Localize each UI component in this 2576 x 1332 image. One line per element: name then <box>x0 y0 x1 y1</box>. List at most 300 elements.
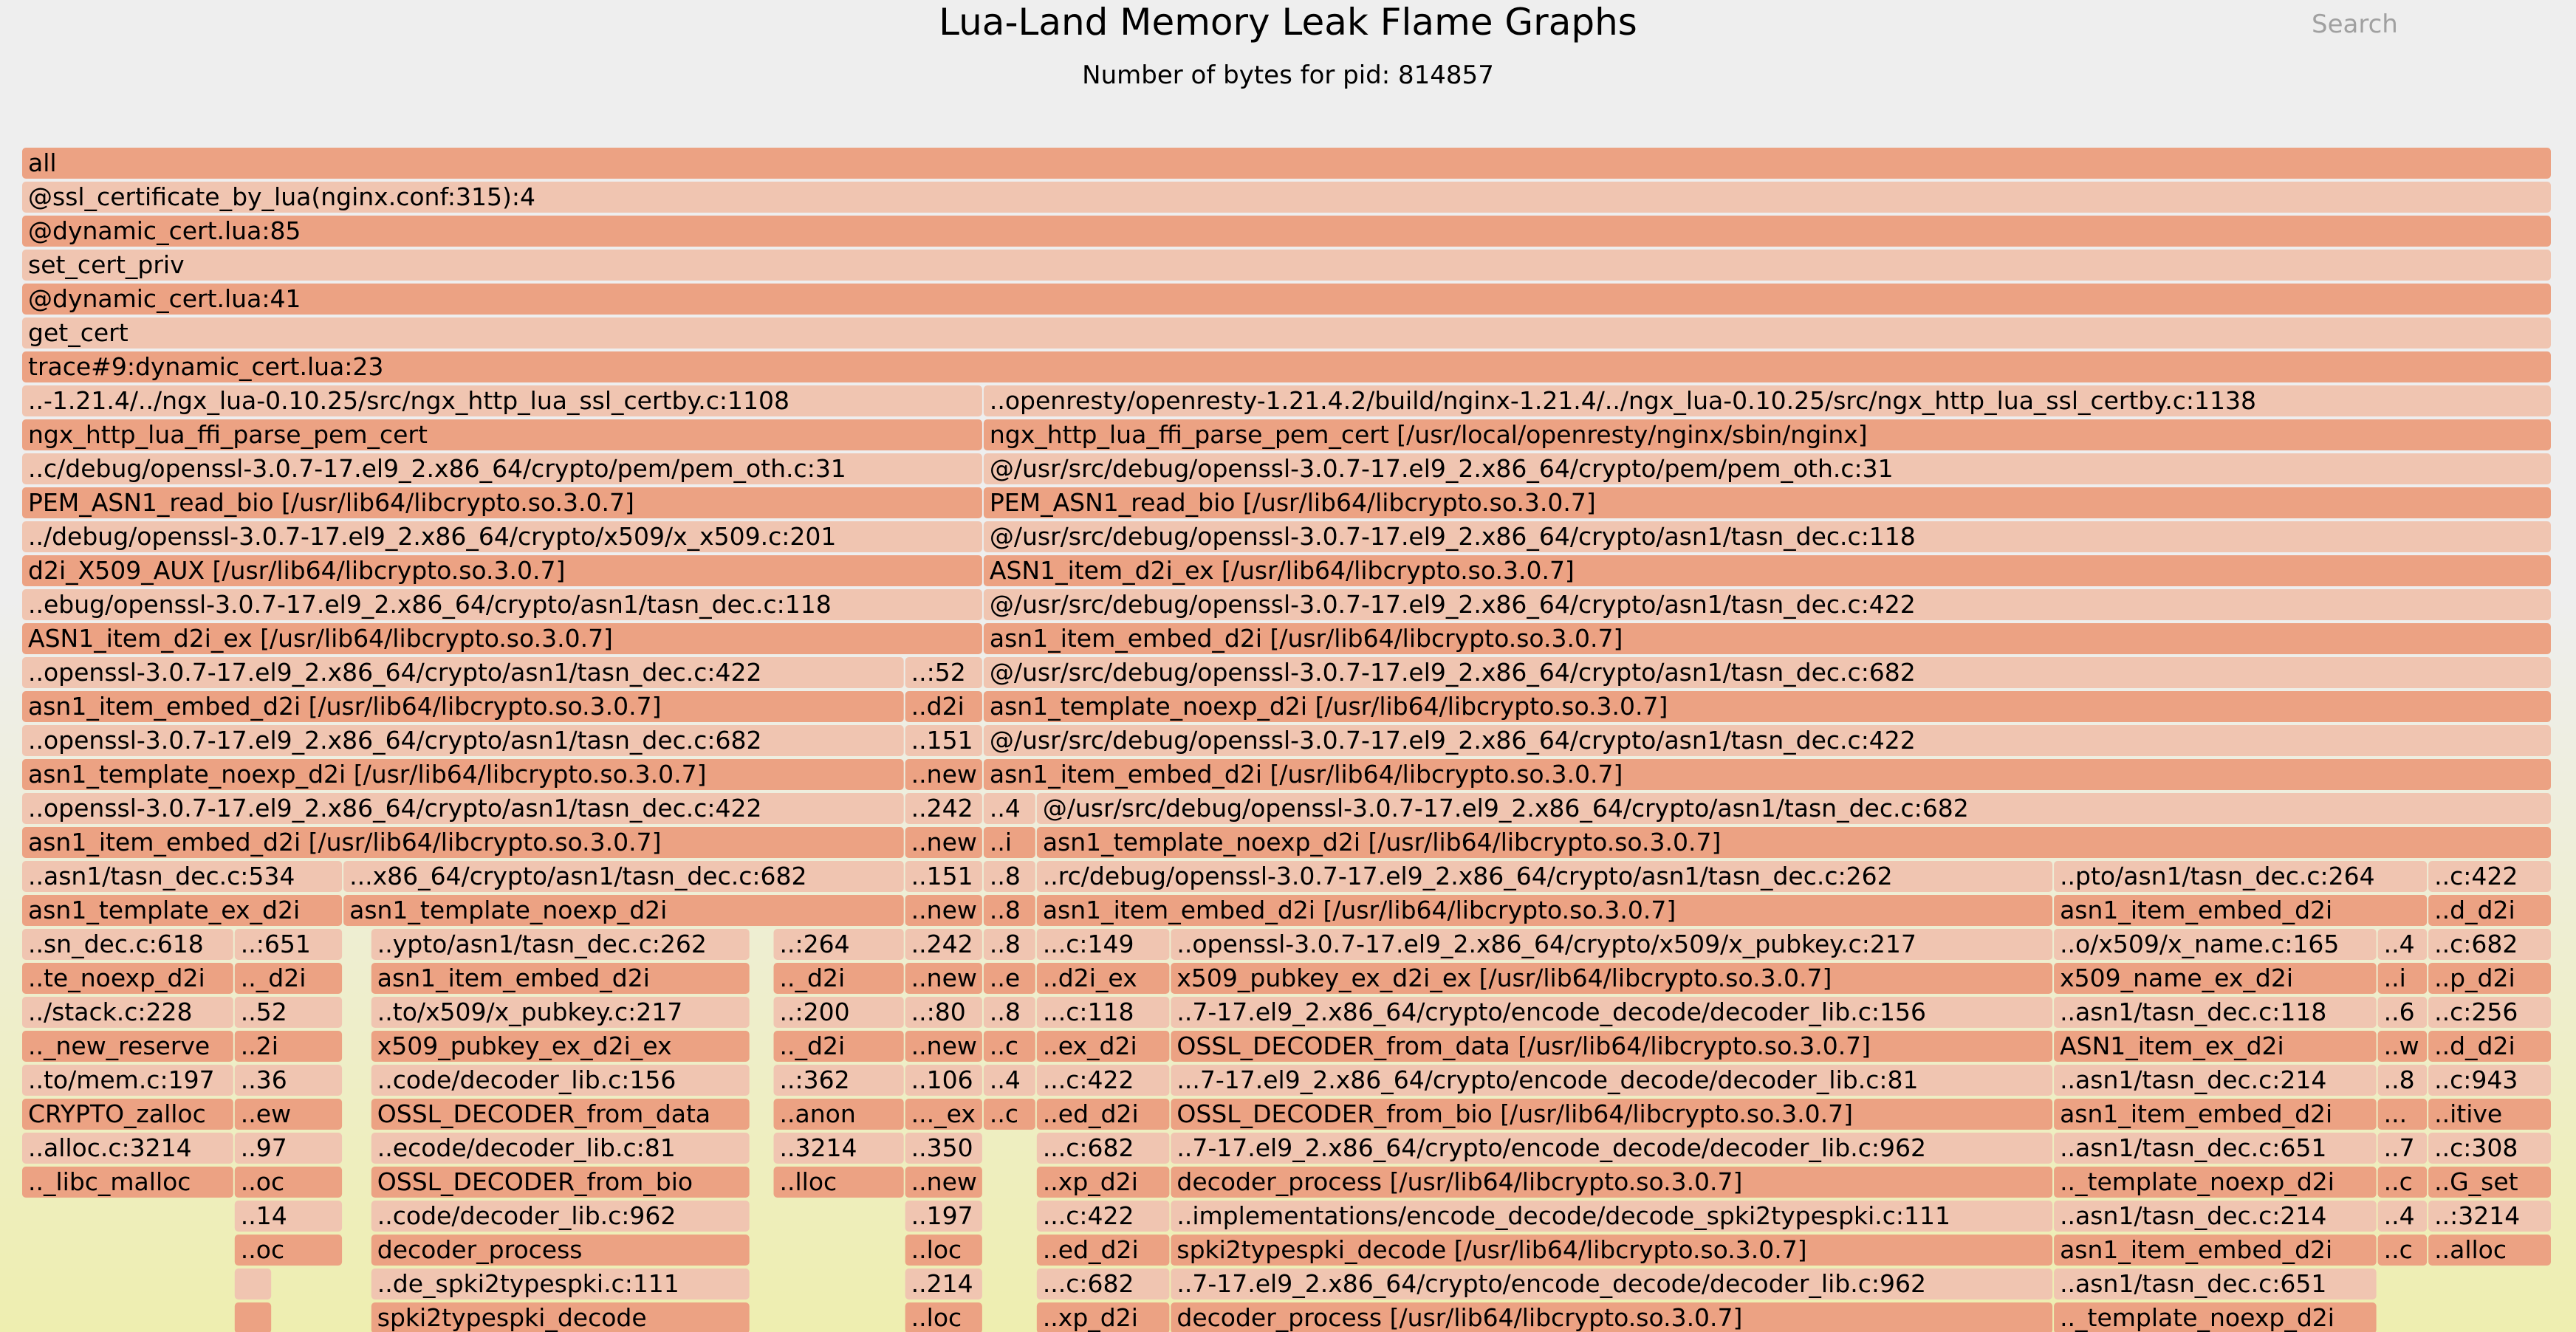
flame-frame-label: CRYPTO_zalloc <box>28 1099 206 1128</box>
flame-frame[interactable] <box>22 963 233 994</box>
flame-frame-label: ../debug/openssl-3.0.7-17.el9_2.x86_64/crypto/x509/x_x509.c:201 <box>28 522 837 551</box>
flame-frame[interactable] <box>235 1235 342 1266</box>
flame-frame[interactable] <box>984 725 2551 756</box>
flame-frame[interactable] <box>2428 861 2551 892</box>
flame-frame[interactable] <box>22 419 982 450</box>
flame-frame[interactable] <box>22 1099 233 1130</box>
flame-frame-label: ..52 <box>240 998 287 1026</box>
flame-frame[interactable] <box>984 691 2551 722</box>
flame-frame[interactable] <box>905 997 982 1028</box>
flame-frame-label: x509_name_ex_d2i <box>2060 964 2294 992</box>
flame-frame[interactable] <box>1171 1133 2052 1164</box>
flame-frame-label: decoder_process [/usr/lib64/libcrypto.so.3.0.7] <box>1176 1303 1743 1332</box>
flame-frame[interactable] <box>371 1065 750 1096</box>
flame-frame-rect[interactable] <box>22 216 2551 247</box>
flame-frame-label: ... <box>2383 1099 2408 1128</box>
flame-frame[interactable] <box>22 793 904 824</box>
flame-frame[interactable] <box>905 895 982 926</box>
flame-frame[interactable] <box>1037 1235 1170 1266</box>
flame-frame-label: ..:264 <box>779 930 850 958</box>
flame-frame-label: ..ebug/openssl-3.0.7-17.el9_2.x86_64/crypto/asn1/tasn_dec.c:118 <box>28 590 832 619</box>
flame-frame[interactable] <box>22 216 2551 247</box>
flame-frame[interactable] <box>905 861 982 892</box>
flame-frame-label: ..lloc <box>779 1167 837 1196</box>
flame-frame[interactable] <box>22 555 982 586</box>
flame-frame-label: PEM_ASN1_read_bio [/usr/lib64/libcrypto.so.3.0.7] <box>28 488 634 517</box>
flame-frame-label: ..anon <box>779 1099 856 1128</box>
flame-frame-label: OSSL_DECODER_from_data <box>377 1099 711 1128</box>
flame-frame[interactable] <box>2054 861 2427 892</box>
flame-frame-label: ..e <box>989 964 1021 992</box>
flame-frame[interactable] <box>984 385 2551 416</box>
flame-frame[interactable] <box>1037 1133 1170 1164</box>
flame-frame-label: ..36 <box>240 1065 287 1094</box>
flame-frame-label: ..14 <box>240 1201 287 1230</box>
flame-frame[interactable] <box>1037 1167 1170 1198</box>
flame-frame[interactable] <box>1171 1302 2052 1332</box>
flame-frame[interactable] <box>371 1269 750 1300</box>
flame-frame-label: all <box>28 148 57 177</box>
flame-frame-label: ..alloc <box>2434 1235 2507 1264</box>
flame-frame-label: ..itive <box>2434 1099 2503 1128</box>
flame-frame-label: ..242 <box>911 794 973 823</box>
flame-frame-rect[interactable] <box>235 1302 271 1332</box>
flame-frame[interactable] <box>774 963 904 994</box>
flame-frame-label: ..new <box>911 828 977 856</box>
flame-frame[interactable] <box>774 1167 904 1198</box>
flame-frame[interactable] <box>371 1099 750 1130</box>
flame-frame-label: trace#9:dynamic_cert.lua:23 <box>28 352 384 381</box>
flame-frame[interactable] <box>22 929 233 960</box>
flame-frame[interactable] <box>2378 1031 2428 1062</box>
flame-frame[interactable] <box>905 1302 982 1332</box>
flame-frame[interactable] <box>22 759 904 790</box>
flame-frame[interactable] <box>984 657 2551 688</box>
flame-frame[interactable] <box>235 1133 342 1164</box>
flame-frame-label: ..p_d2i <box>2434 964 2515 992</box>
flame-frame-label: ..oc <box>240 1235 285 1264</box>
flame-frame[interactable] <box>1037 895 2052 926</box>
flame-frame[interactable] <box>905 1269 982 1300</box>
flame-frame[interactable] <box>984 555 2551 586</box>
flame-frame-label: ..ecode/decoder_lib.c:81 <box>377 1133 676 1162</box>
flame-frame[interactable] <box>343 895 904 926</box>
flame-frame[interactable] <box>774 1065 904 1096</box>
flame-frame-label: ..sn_dec.c:618 <box>28 930 204 958</box>
flame-frame[interactable] <box>2054 1302 2377 1332</box>
flame-frame-label: ..to/x509/x_pubkey.c:217 <box>377 998 683 1026</box>
flame-frame[interactable] <box>2428 1133 2551 1164</box>
flame-frame-label: ..pto/asn1/tasn_dec.c:264 <box>2060 862 2375 890</box>
flame-frame[interactable] <box>984 759 2551 790</box>
flame-frame[interactable] <box>984 419 2551 450</box>
flame-frame-label: ...c:422 <box>1042 1201 1134 1230</box>
flame-frame-label: ..:52 <box>911 658 966 687</box>
flame-frame[interactable] <box>235 1302 271 1332</box>
flame-frame[interactable] <box>22 725 904 756</box>
flame-frame-label: ..o/x509/x_name.c:165 <box>2060 930 2340 958</box>
flame-frame[interactable] <box>235 1167 342 1198</box>
flame-frame-label: x509_pubkey_ex_d2i_ex [/usr/lib64/libcrypto.so.3.0.7] <box>1176 964 1832 992</box>
flame-frame[interactable] <box>774 997 904 1028</box>
flame-frame[interactable] <box>2054 1201 2377 1232</box>
flame-frame-label: ..c <box>989 1031 1019 1060</box>
flame-frame-label: asn1_item_embed_d2i <box>2060 896 2333 924</box>
flame-frame-label: asn1_item_embed_d2i <box>377 964 650 992</box>
flame-frame-label: spki2typespki_decode <box>377 1303 647 1332</box>
flame-frame[interactable] <box>905 1099 982 1130</box>
flame-frame[interactable] <box>1171 1099 2052 1130</box>
flame-frame-label: ..oc <box>240 1167 285 1196</box>
flame-frame-label: OSSL_DECODER_from_data [/usr/lib64/libcrypto.so.3.0.7] <box>1176 1031 1871 1060</box>
flame-frame[interactable] <box>774 1031 904 1062</box>
flame-frame-label: ..asn1/tasn_dec.c:651 <box>2060 1269 2327 1298</box>
flame-frame[interactable] <box>371 929 750 960</box>
flame-frame[interactable] <box>1037 1099 1170 1130</box>
flame-frame[interactable] <box>1037 929 1170 960</box>
flame-frame-label: ..c <box>2383 1235 2413 1264</box>
flame-frame[interactable] <box>22 589 982 620</box>
flame-frame-label: ..4 <box>2383 1201 2415 1230</box>
flame-frame-label: ..xp_d2i <box>1042 1303 1138 1332</box>
flame-frame-label: ..implementations/encode_decode/decode_spki2typespki.c:111 <box>1176 1201 1951 1230</box>
flame-frame[interactable] <box>22 1167 233 1198</box>
flame-frame[interactable] <box>2378 929 2428 960</box>
flame-frame-rect[interactable] <box>22 250 2551 281</box>
flame-frame-label: ASN1_item_ex_d2i <box>2060 1031 2284 1060</box>
flame-frame[interactable] <box>905 1235 982 1266</box>
flame-frame[interactable] <box>2054 895 2427 926</box>
flame-frame[interactable] <box>1037 861 2052 892</box>
flame-frame-label: ..c:422 <box>2434 862 2518 890</box>
flame-frame-label: ..-1.21.4/../ngx_lua-0.10.25/src/ngx_http_lua_ssl_certby.c:1108 <box>28 386 789 415</box>
flame-frame[interactable] <box>22 1065 233 1096</box>
flame-frame[interactable] <box>1037 1201 1170 1232</box>
flame-frame[interactable] <box>2428 1031 2551 1062</box>
flame-frame[interactable] <box>774 929 904 960</box>
flame-frame[interactable] <box>2378 1201 2428 1232</box>
flame-frame[interactable] <box>984 521 2551 552</box>
flame-frame[interactable] <box>343 861 904 892</box>
flame-frame-label: asn1_item_embed_d2i [/usr/lib64/libcrypto.so.3.0.7] <box>989 624 1623 653</box>
flame-frame[interactable] <box>2428 1099 2551 1130</box>
flame-frame-label: OSSL_DECODER_from_bio [/usr/lib64/libcrypto.so.3.0.7] <box>1176 1099 1854 1128</box>
flame-frame[interactable] <box>984 623 2551 654</box>
flame-frame[interactable] <box>2378 997 2428 1028</box>
flame-frame[interactable] <box>371 1302 750 1332</box>
flame-frame[interactable] <box>2054 997 2377 1028</box>
flame-frame-label: ..code/decoder_lib.c:156 <box>377 1065 676 1094</box>
flame-frame[interactable] <box>22 250 2551 281</box>
flame-frame[interactable] <box>22 623 982 654</box>
flame-frame-label: ..197 <box>911 1201 973 1230</box>
flame-frame[interactable] <box>235 1099 342 1130</box>
flame-frame[interactable] <box>1171 963 2052 994</box>
flame-frame[interactable] <box>1037 997 1170 1028</box>
flame-frame-label: ..d2i <box>911 692 965 721</box>
flame-frame[interactable] <box>22 148 2551 179</box>
flame-frame[interactable] <box>2428 997 2551 1028</box>
flame-frame[interactable] <box>22 284 2551 315</box>
flame-frame-label: ..3214 <box>779 1133 857 1162</box>
flame-frame[interactable] <box>905 963 982 994</box>
flame-frame[interactable] <box>22 895 342 926</box>
flame-frame-label: ..asn1/tasn_dec.c:214 <box>2060 1201 2327 1230</box>
flame-frame-label: ..openssl-3.0.7-17.el9_2.x86_64/crypto/asn1/tasn_dec.c:422 <box>28 794 762 823</box>
flame-frame-label: ...c:682 <box>1042 1133 1134 1162</box>
flame-frame-label: ..c/debug/openssl-3.0.7-17.el9_2.x86_64/crypto/pem/pem_oth.c:31 <box>28 454 846 483</box>
flame-frame[interactable] <box>2378 1133 2428 1164</box>
flame-frame[interactable] <box>235 963 342 994</box>
flame-frame[interactable] <box>22 182 2551 213</box>
flame-frame[interactable] <box>905 657 982 688</box>
flame-frame[interactable] <box>1171 997 2052 1028</box>
flame-frame[interactable] <box>905 1031 982 1062</box>
flame-frame[interactable] <box>2378 963 2428 994</box>
flame-frame-rect[interactable] <box>22 351 2551 382</box>
flame-frame[interactable] <box>235 1031 342 1062</box>
flame-frame[interactable] <box>905 1201 982 1232</box>
flame-frame[interactable] <box>371 1031 750 1062</box>
flame-frame-label: set_cert_priv <box>28 250 185 279</box>
flame-frame[interactable] <box>984 487 2551 518</box>
flame-frame[interactable] <box>371 1133 750 1164</box>
flame-frame[interactable] <box>2378 1065 2428 1096</box>
flame-frame-label: ..c <box>989 1099 1019 1128</box>
flame-frame-label: @/usr/src/debug/openssl-3.0.7-17.el9_2.x86_64/crypto/asn1/tasn_dec.c:682 <box>1042 794 1969 823</box>
flame-frame-label: ..7-17.el9_2.x86_64/crypto/encode_decode/decoder_lib.c:962 <box>1176 1269 1926 1298</box>
flame-frame[interactable] <box>371 1235 750 1266</box>
flame-frame[interactable] <box>984 1065 1035 1096</box>
flame-frame[interactable] <box>774 1099 904 1130</box>
flame-frame-label: ..:80 <box>911 998 966 1026</box>
flame-frame[interactable] <box>1171 1167 2052 1198</box>
flame-frame-label: ..ex_d2i <box>1042 1031 1137 1060</box>
flame-frame[interactable] <box>2428 963 2551 994</box>
flame-frame[interactable] <box>235 1201 342 1232</box>
flame-frame-label: .._template_noexp_d2i <box>2060 1303 2334 1332</box>
flame-frame[interactable] <box>2054 963 2377 994</box>
flame-frame[interactable] <box>1037 1031 1170 1062</box>
flame-frame[interactable] <box>2054 1065 2377 1096</box>
flame-frame[interactable] <box>371 1201 750 1232</box>
flame-frame[interactable] <box>2428 1065 2551 1096</box>
flame-frame[interactable] <box>984 1099 1035 1130</box>
flame-frame[interactable] <box>22 997 233 1028</box>
flame-frame[interactable] <box>905 1065 982 1096</box>
flame-frame-label: ...c:682 <box>1042 1269 1134 1298</box>
flame-frame-label: ..asn1/tasn_dec.c:534 <box>28 862 295 890</box>
flame-frame-label: ...c:149 <box>1042 930 1134 958</box>
flame-frame-label: ..7-17.el9_2.x86_64/crypto/encode_decode/decoder_lib.c:156 <box>1176 998 1926 1026</box>
flame-frame-label: get_cert <box>28 318 129 347</box>
flame-frame[interactable] <box>984 895 1035 926</box>
flame-frame[interactable] <box>371 1167 750 1198</box>
flame-frame[interactable] <box>22 861 342 892</box>
flame-frame[interactable] <box>22 691 904 722</box>
flame-frame-label: .._template_noexp_d2i <box>2060 1167 2334 1196</box>
flame-frame-label: ..i <box>2383 964 2406 992</box>
flame-frame[interactable] <box>1037 1302 1170 1332</box>
flame-frame[interactable] <box>905 1167 982 1198</box>
flame-frame-label: @ssl_certificate_by_lua(nginx.conf:315):4 <box>28 182 535 211</box>
flame-frame[interactable] <box>1037 1269 1170 1300</box>
chart-subtitle: Number of bytes for pid: 814857 <box>1082 61 1494 90</box>
flame-frame-label: ..7 <box>2383 1133 2415 1162</box>
flame-frame-label: ..d2i_ex <box>1042 964 1137 992</box>
flame-frame[interactable] <box>2428 1235 2551 1266</box>
flame-frame[interactable] <box>905 691 982 722</box>
flame-frame[interactable] <box>2428 1167 2551 1198</box>
flame-frame[interactable] <box>2054 1031 2377 1062</box>
flame-frame[interactable] <box>235 929 342 960</box>
flame-frame-label: ..new <box>911 1031 977 1060</box>
flame-frame[interactable] <box>984 1031 1035 1062</box>
flame-frame[interactable] <box>1171 1031 2052 1062</box>
flame-frame-label: ..alloc.c:3214 <box>28 1133 192 1162</box>
flame-frame-label: ..c:943 <box>2434 1065 2518 1094</box>
flame-frame[interactable] <box>2054 1099 2377 1130</box>
flame-frame-label: @dynamic_cert.lua:41 <box>28 284 301 313</box>
flame-frame-label: ..4 <box>2383 930 2415 958</box>
flame-frame-label: ..de_spki2typespki.c:111 <box>377 1269 679 1298</box>
flame-frame-label: ..._ex <box>911 1099 976 1128</box>
flame-frame-label: ..rc/debug/openssl-3.0.7-17.el9_2.x86_64/crypto/asn1/tasn_dec.c:262 <box>1042 862 1893 890</box>
flame-frame[interactable] <box>905 725 982 756</box>
flame-frame-label: ..ed_d2i <box>1042 1099 1139 1128</box>
flame-frame[interactable] <box>1171 1235 2052 1266</box>
flame-frame[interactable] <box>2428 1201 2551 1232</box>
flame-frame[interactable] <box>22 453 982 484</box>
flame-frame-label: @/usr/src/debug/openssl-3.0.7-17.el9_2.x86_64/crypto/asn1/tasn_dec.c:118 <box>989 522 1916 551</box>
flame-frame-label: ..151 <box>911 862 973 890</box>
flame-frame[interactable] <box>235 1065 342 1096</box>
flame-frame[interactable] <box>22 1133 233 1164</box>
flame-frame[interactable] <box>2428 929 2551 960</box>
flame-frame-rect[interactable] <box>22 148 2551 179</box>
flame-frame-label: @/usr/src/debug/openssl-3.0.7-17.el9_2.x86_64/crypto/asn1/tasn_dec.c:682 <box>989 658 1916 687</box>
flame-frame-label: ..6 <box>2383 998 2415 1026</box>
flame-frame[interactable] <box>1171 1269 2052 1300</box>
flame-frame[interactable] <box>371 963 750 994</box>
flame-frame[interactable] <box>2378 1235 2428 1266</box>
flame-frame[interactable] <box>2428 895 2551 926</box>
flame-frame-label: OSSL_DECODER_from_bio <box>377 1167 693 1196</box>
flame-frame-label: ..:362 <box>779 1065 850 1094</box>
flame-frame-label: ..openssl-3.0.7-17.el9_2.x86_64/crypto/asn1/tasn_dec.c:422 <box>28 658 762 687</box>
flame-frame[interactable] <box>22 657 904 688</box>
flame-frame[interactable] <box>22 487 982 518</box>
flame-frame[interactable] <box>22 317 2551 349</box>
flame-frame[interactable] <box>905 827 982 858</box>
flame-frame-label: d2i_X509_AUX [/usr/lib64/libcrypto.so.3.0.7] <box>28 556 566 585</box>
flame-frame[interactable] <box>1037 827 2551 858</box>
flame-frame[interactable] <box>774 1133 904 1164</box>
flame-frame[interactable] <box>984 861 1035 892</box>
flame-frame-label: ...x86_64/crypto/asn1/tasn_dec.c:682 <box>349 862 807 890</box>
flame-frame[interactable] <box>2054 1133 2377 1164</box>
flame-frame-label: asn1_item_embed_d2i [/usr/lib64/libcrypto.so.3.0.7] <box>28 692 662 721</box>
flame-frame[interactable] <box>2378 1099 2428 1130</box>
flame-frame[interactable] <box>2054 929 2377 960</box>
flame-frame-label: asn1_item_embed_d2i [/usr/lib64/libcrypto.so.3.0.7] <box>28 828 662 856</box>
flame-frame-label: ASN1_item_d2i_ex [/usr/lib64/libcrypto.so.3.0.7] <box>989 556 1575 585</box>
flame-frame-label: ..8 <box>2383 1065 2415 1094</box>
flame-frame[interactable] <box>905 1133 982 1164</box>
flame-frame[interactable] <box>22 385 982 416</box>
flame-frame-label: ..w <box>2383 1031 2419 1060</box>
flame-frame-label: ..8 <box>989 896 1021 924</box>
flame-frame[interactable] <box>1037 793 2551 824</box>
flame-frame[interactable] <box>2054 1167 2377 1198</box>
flame-frame-label: ..8 <box>989 998 1021 1026</box>
flame-frame[interactable] <box>984 827 1035 858</box>
flame-frame-label: ..openssl-3.0.7-17.el9_2.x86_64/crypto/x509/x_pubkey.c:217 <box>1176 930 1916 958</box>
flame-frame-label: ..242 <box>911 930 973 958</box>
flame-frame[interactable] <box>2054 1269 2377 1300</box>
flame-frame[interactable] <box>905 929 982 960</box>
flame-frame[interactable] <box>22 1031 233 1062</box>
flame-frame-label: ..loc <box>911 1235 962 1264</box>
search-button[interactable]: Search <box>2312 10 2398 39</box>
flame-frame[interactable] <box>984 453 2551 484</box>
flame-frame-label: ..new <box>911 964 977 992</box>
flame-frame[interactable] <box>1171 1201 2052 1232</box>
flame-frame-label: ..:651 <box>240 930 311 958</box>
flame-frame-label: asn1_template_noexp_d2i <box>349 896 668 924</box>
flame-frame[interactable] <box>1037 1065 1170 1096</box>
flame-frame[interactable] <box>984 929 1035 960</box>
flame-frame-label: ..c:308 <box>2434 1133 2518 1162</box>
flame-frame-label: ..to/mem.c:197 <box>28 1065 215 1094</box>
flame-frame[interactable] <box>22 827 904 858</box>
flame-frame-label: ..c <box>2383 1167 2413 1196</box>
flame-frame-label: ..new <box>911 896 977 924</box>
flame-frame[interactable] <box>22 521 982 552</box>
flame-frame-label: ..c:682 <box>2434 930 2518 958</box>
flame-frame-rect[interactable] <box>22 284 2551 315</box>
flame-frame[interactable] <box>22 351 2551 382</box>
flame-frame[interactable] <box>905 759 982 790</box>
flame-frame[interactable] <box>1171 929 2052 960</box>
flame-frame[interactable] <box>1037 963 1170 994</box>
flame-frame[interactable] <box>984 793 1035 824</box>
flame-frame-label: ..openssl-3.0.7-17.el9_2.x86_64/crypto/asn1/tasn_dec.c:682 <box>28 726 762 755</box>
flame-frame[interactable] <box>235 997 342 1028</box>
flame-frame[interactable] <box>984 997 1035 1028</box>
flame-frame[interactable] <box>905 793 982 824</box>
flame-frame-rect[interactable] <box>22 317 2551 349</box>
flame-frame[interactable] <box>2378 1167 2428 1198</box>
flame-frame-label: asn1_template_noexp_d2i [/usr/lib64/libcrypto.so.3.0.7] <box>1042 828 1722 856</box>
flame-frame-label: .._new_reserve <box>28 1031 210 1060</box>
flame-frame-rect[interactable] <box>235 1269 271 1300</box>
flame-frame[interactable] <box>2054 1235 2377 1266</box>
flame-frame-label: ..97 <box>240 1133 287 1162</box>
flame-frame[interactable] <box>984 589 2551 620</box>
flame-frame-label: ...7-17.el9_2.x86_64/crypto/encode_decode/decoder_lib.c:81 <box>1176 1065 1919 1094</box>
flame-frame[interactable] <box>235 1269 271 1300</box>
flame-frame-label: ngx_http_lua_ffi_parse_pem_cert [/usr/local/openresty/nginx/sbin/nginx] <box>989 420 1868 449</box>
flame-frame-label: @dynamic_cert.lua:85 <box>28 216 301 245</box>
flame-frame-label: ..te_noexp_d2i <box>28 964 205 992</box>
flame-frame-label: ..new <box>911 1167 977 1196</box>
flame-frame[interactable] <box>371 997 750 1028</box>
flame-frame-label: asn1_template_noexp_d2i [/usr/lib64/libcrypto.so.3.0.7] <box>989 692 1668 721</box>
flame-frame[interactable] <box>984 963 1035 994</box>
flame-frame[interactable] <box>1171 1065 2052 1096</box>
flame-frame-label: ..:200 <box>779 998 850 1026</box>
